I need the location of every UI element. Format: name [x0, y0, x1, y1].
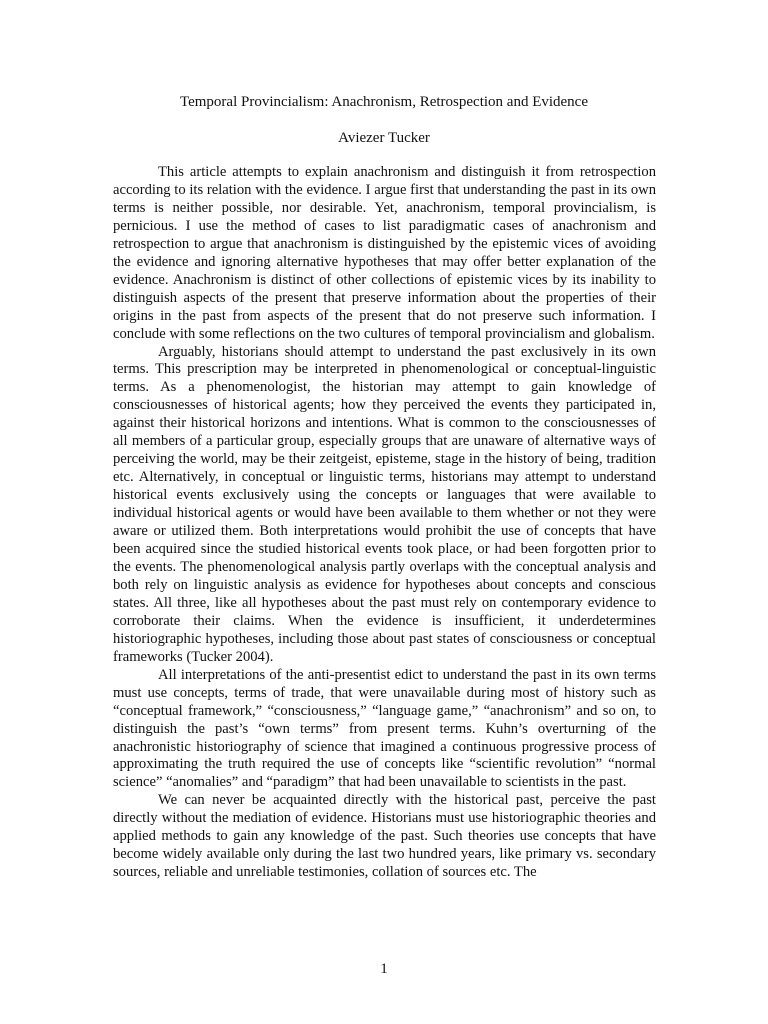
paragraph-abstract: This article attempts to explain anachronism and distinguish it from retrospection according to its relation with the evidence. I argue first that understanding the past in its own terms is neither possible, nor desirable. Yet, anachronism, temporal provincialism, is pernicious. I use the method of cases to list paradigmatic cases of anachronism and retrospection to argue that anachronism is distinguished by the epistemic vices of avoiding the evidence and ignoring alternative hypotheses that may offer better explanation of the evidence. Anachronism is distinct of other collections of epistemic vices by its inability to distinguish aspects of the present that preserve information about the properties of their origins in the past from aspects of the present that do not preserve such information. I conclude with some reflections on the two cultures of temporal provincialism and globalism.: [113, 164, 656, 342]
paper-author: Aviezer Tucker: [338, 130, 430, 146]
body-text: [113, 164, 656, 882]
paragraph: We can never be acquainted directly with the historical past, perceive the past directly without the mediation of evidence. Historians must use historiographic theories and applied methods to gain any knowledge of the past. Such theories use concepts that have become widely available only during the last two hundred years, like primary vs. secondary sources, reliable and unreliable testimonies, collation of sources etc. The: [113, 792, 656, 881]
paragraph: All interpretations of the anti-presentist edict to understand the past in its own terms must use concepts, terms of trade, that were unavailable during most of history such as “conceptual framework,” “consciousness,” “language game,” “anachronism” and so on, to distinguish the past’s “own terms” from present terms. Kuhn’s overturning of the anachronistic historiography of science that imagined a continuous progressive process of approximating the truth required the use of concepts like “scientific revolution” “normal science” “anomalies” and “paradigm” that had been unavailable to scientists in the past.: [113, 666, 656, 791]
page-number: 1: [380, 961, 388, 977]
paper-title: Temporal Provincialism: Anachronism, Retrospection and Evidence: [179, 94, 589, 110]
paragraph: Arguably, historians should attempt to understand the past exclusively in its own terms. This prescription may be interpreted in phenomenological or conceptual-linguistic terms. As a phenomenologist, the historian may attempt to gain knowledge of consciousnesses of historical agents; how they perceived the events they participated in, against their historical horizons and intentions. What is common to the consciousnesses of all members of a particular group, especially groups that are unaware of alternative ways of perceiving the world, may be their zeitgeist, episteme, stage in the history of being, tradition etc. Alternatively, in conceptual or linguistic terms, historians may attempt to understand historical events exclusively using the concepts or languages that were available to individual historical agents or would have been available to them whether or not they were aware or utilized them. Both interpretations would prohibit the use of concepts that have been acquired since the studied historical events took place, or had been forgotten prior to the events. The phenomenological analysis partly overlaps with the conceptual analysis and both rely on linguistic analysis as evidence for hypotheses about concepts and conscious states. All three, like all hypotheses about the past must rely on contemporary evidence to corroborate their claims. When the evidence is insufficient, it underdetermines historiographic hypotheses, including those about past states of consciousness or conceptual frameworks (Tucker 2004).: [113, 343, 656, 665]
